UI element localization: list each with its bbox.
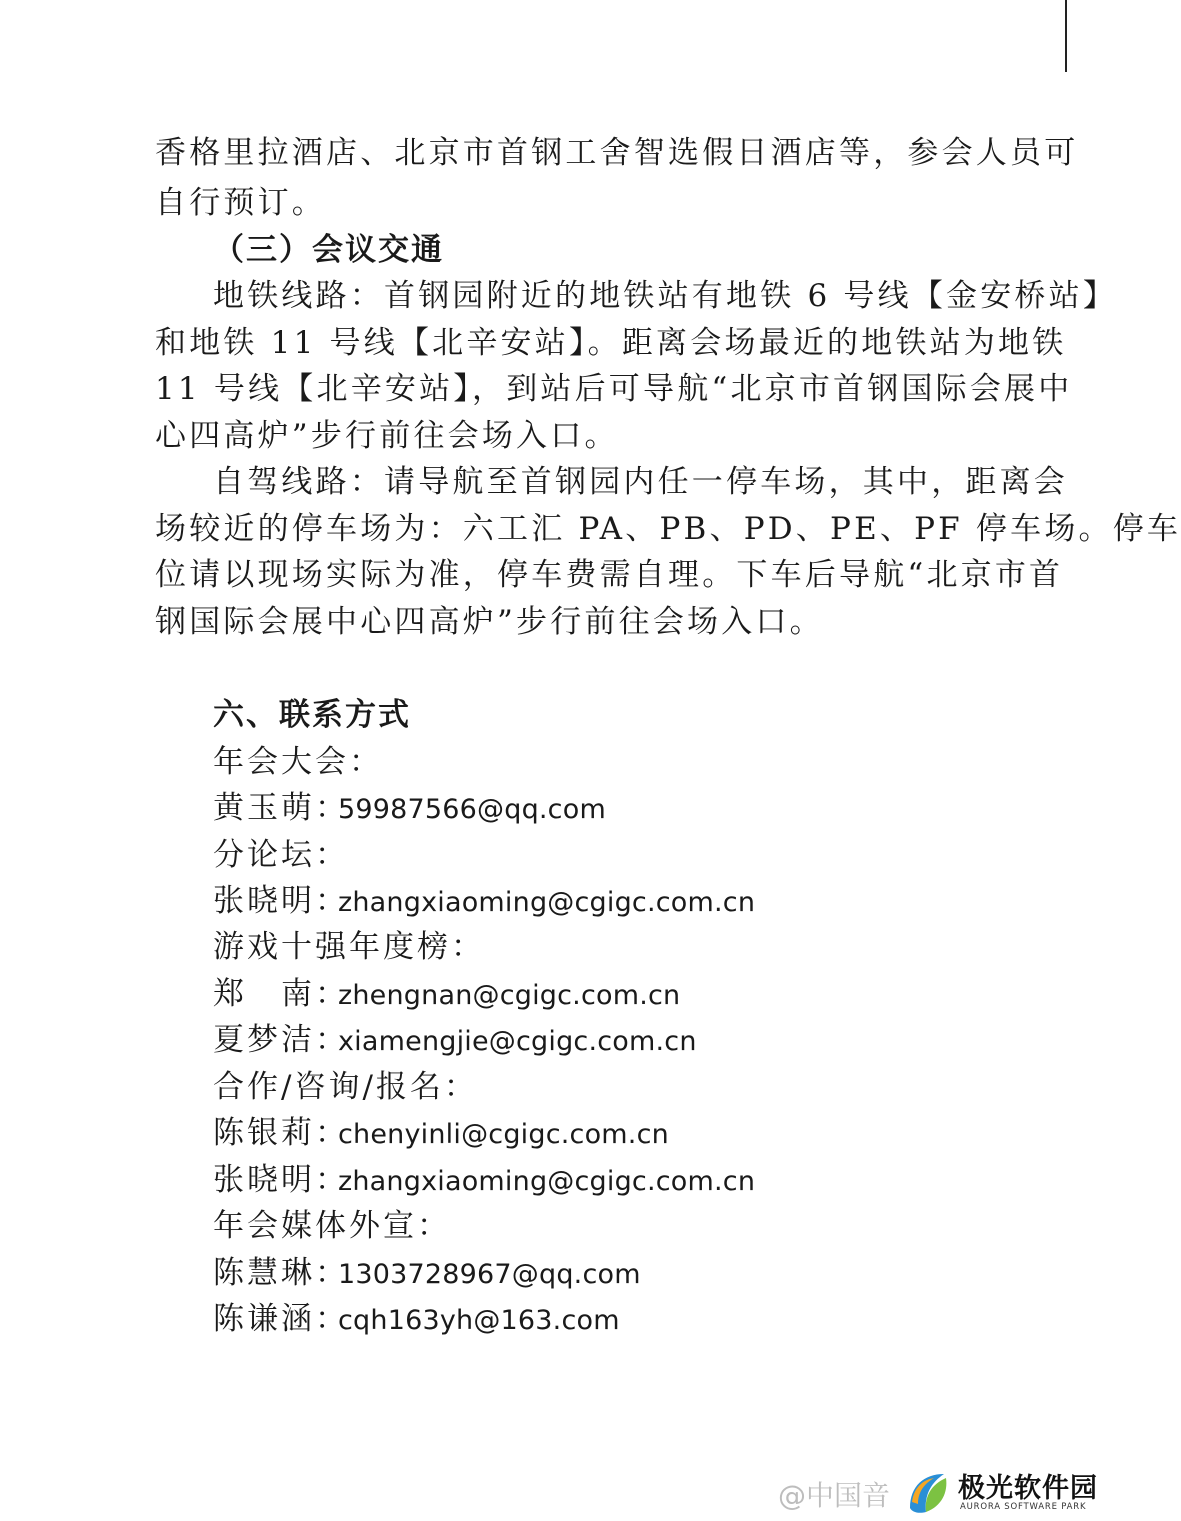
subway-route-line-2: 和地铁 11 号线【北辛安站】。距离会场最近的地铁站为地铁 [155,325,1067,361]
contact-name: 陈谦涵： [213,1301,349,1337]
aurora-logo-badge [900,1462,1098,1521]
driving-route-line-1: 自驾线路：请导航至首钢园内任一停车场，其中，距离会 [213,464,1068,500]
page-edge-line [1065,0,1067,72]
contact-row [213,1113,669,1155]
contact-row [213,974,680,1016]
driving-route-line-2: 场较近的停车场为：六工汇 PA、PB、PD、PE、PF 停车场。停车 [155,511,1181,547]
contact-name: 陈慧琳： [213,1255,349,1291]
contact-email: 1303728967@qq.com [338,1259,641,1290]
subway-route-line-1: 地铁线路：首钢园附近的地铁站有地铁 6 号线【金安桥站】 [213,278,1118,314]
contact-email: xiamengjie@cgigc.com.cn [338,1026,697,1057]
contact-row [213,1160,755,1202]
contact-group-label-cooperation: 合作/咨询/报名： [213,1069,478,1105]
contact-email: cqh163yh@163.com [338,1305,620,1336]
contact-name: 张晓明： [213,883,349,919]
contact-row [213,1020,697,1062]
aurora-logo-title: 极光软件园 [958,1473,1098,1504]
weibo-watermark-text: @中国音 [778,1479,891,1512]
subway-route-line-4: 心四高炉”步行前往会场入口。 [155,418,619,454]
contact-row [213,1299,620,1341]
contact-name: 黄玉萌： [213,790,349,826]
contact-name: 陈银莉： [213,1115,349,1151]
contact-email: chenyinli@cgigc.com.cn [338,1119,669,1150]
driving-route-line-3: 位请以现场实际为准，停车费需自理。下车后导航“北京市首 [155,557,1064,593]
contact-email: zhengnan@cgigc.com.cn [338,980,681,1011]
contact-group-label-conference: 年会大会： [213,744,383,780]
watermark [760,1462,1098,1521]
contact-email: 59987566@qq.com [338,794,606,825]
section-title-transport: （三）会议交通 [213,232,444,268]
accommodation-text-line-2: 自行预订。 [155,185,326,221]
section-title-contact: 六、联系方式 [213,697,411,733]
contact-name: 张晓明： [213,1162,349,1198]
contact-row [213,1253,641,1295]
contact-email: zhangxiaoming@cgigc.com.cn [338,1166,756,1197]
subway-route-line-3: 11 号线【北辛安站】，到站后可导航“北京市首钢国际会展中 [155,371,1073,407]
driving-route-line-4: 钢国际会展中心四高炉”步行前往会场入口。 [155,604,824,640]
contact-group-label-forum: 分论坛： [213,837,349,873]
aurora-logo-subtitle: AURORA SOFTWARE PARK [960,1502,1087,1512]
contact-name: 夏梦洁： [213,1022,349,1058]
accommodation-text-line-1: 香格里拉酒店、北京市首钢工舍智选假日酒店等，参会人员可 [155,135,1079,171]
contact-name: 郑 南： [213,976,349,1012]
contact-row [213,788,606,830]
contact-email: zhangxiaoming@cgigc.com.cn [338,887,756,918]
contact-row [213,881,755,923]
aurora-logo-icon [904,1468,952,1516]
contact-group-label-top-ten-games: 游戏十强年度榜： [213,929,485,965]
contact-group-label-media: 年会媒体外宣： [213,1208,451,1244]
